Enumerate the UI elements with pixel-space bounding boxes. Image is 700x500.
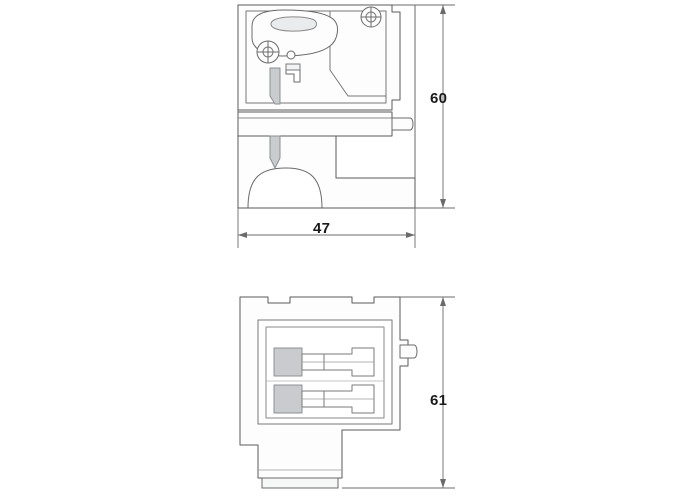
side-elevation-view (238, 5, 415, 208)
dimension-label-height-bottom: 61 (430, 392, 448, 409)
dimension-label-width-top: 47 (313, 220, 331, 237)
front-elevation-view (240, 297, 417, 488)
dimension-label-height-top: 60 (430, 90, 448, 107)
